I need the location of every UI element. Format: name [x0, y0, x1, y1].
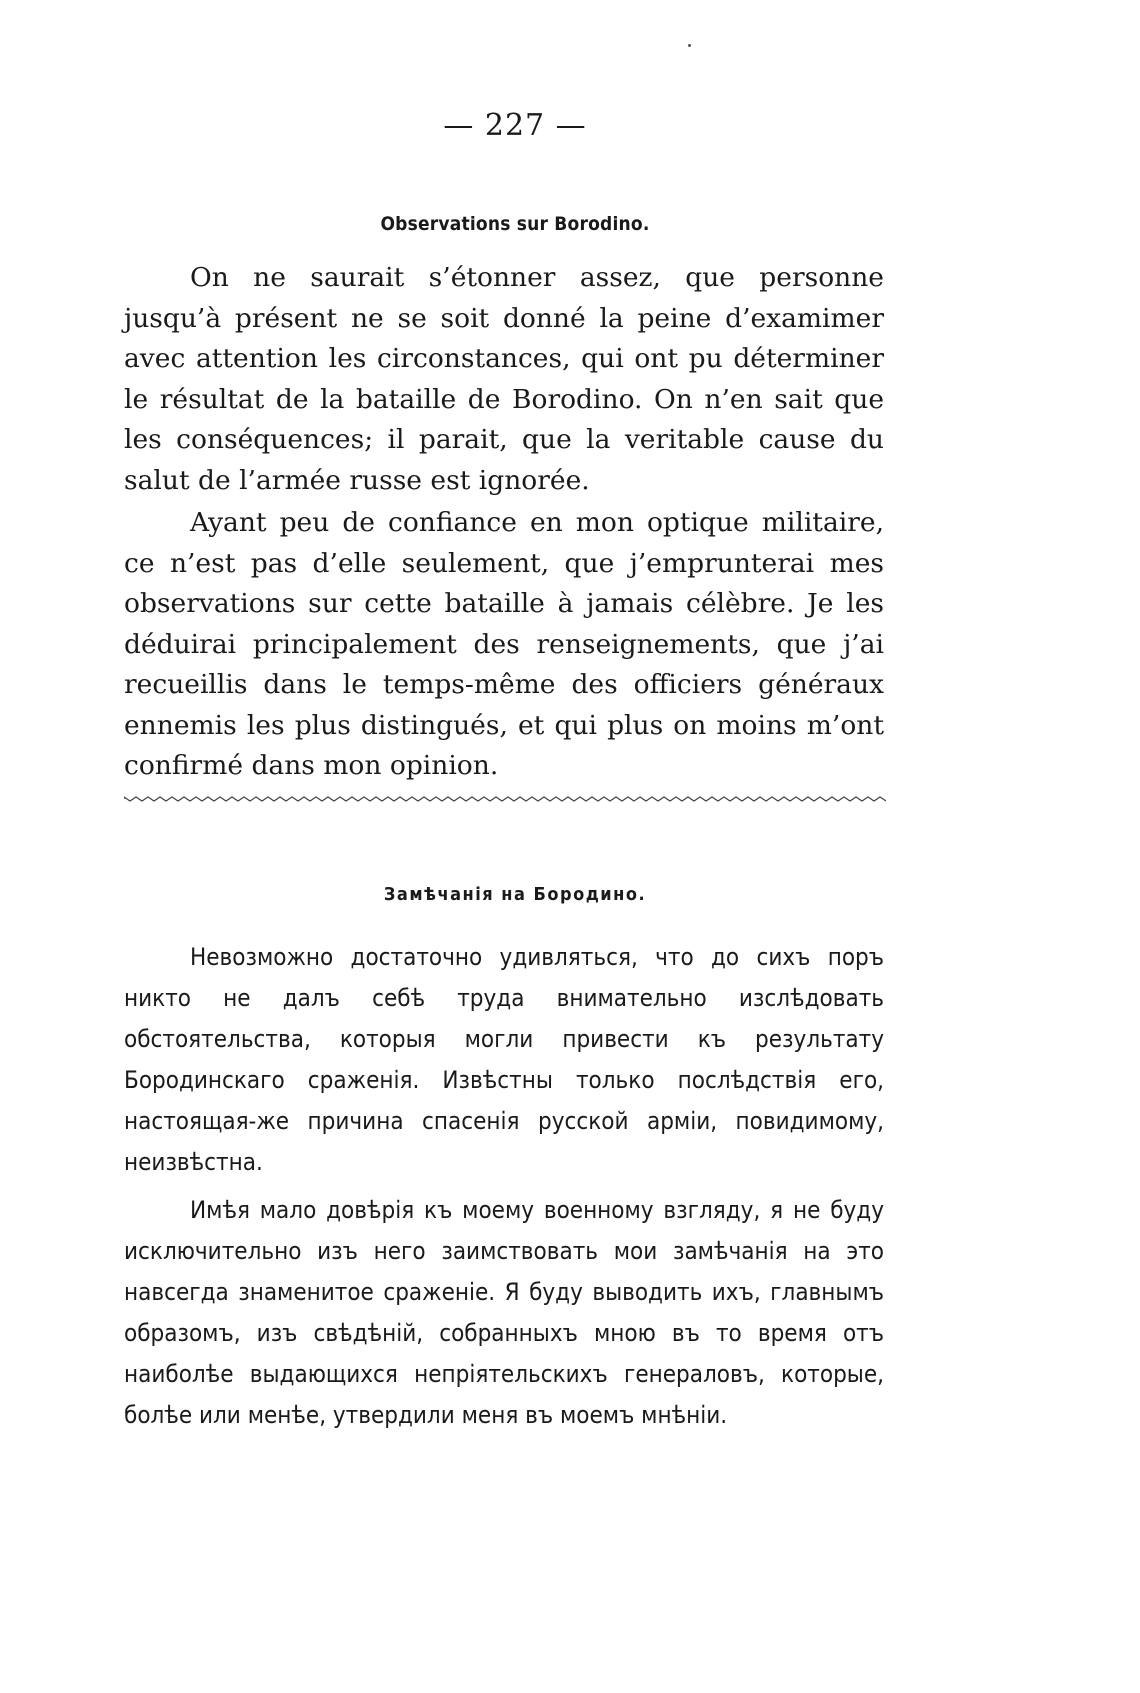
french-paragraph-1: On ne saurait s’étonner assez, que personne jusqu’à présent ne se soit donné la peine d’examimer avec attention les circonstances, qui ont pu déterminer le résultat de la bataille de Borodino. On n’en sait que les conséquences; il parait, que la veritable cause du salut de l’armée russe est ignorée.	[124, 262, 884, 496]
russian-paragraph-2: Имѣя мало довѣрія къ моему военному взгляду, я не буду исключительно изъ него заимствовать мои замѣчанія на это навсегда знаменитое сраженіе. Я буду выводить ихъ, главнымъ образомъ, изъ свѣдѣній, собранныхъ мною въ то время отъ наиболѣе выдающихся непріятельскихъ генераловъ, которые, болѣе или менѣе, утвердили меня въ моемъ мнѣніи.	[124, 1196, 884, 1429]
page-number: — 227 —	[443, 108, 587, 143]
french-section-title: Observations sur Borodino.	[380, 213, 650, 235]
french-paragraph-2: Ayant peu de confiance en mon optique militaire, ce n’est pas d’elle seulement, que j’emprunterai mes observations sur cette bataille à jamais célèbre. Je les déduirai principalement des renseignements, que j’ai recueillis dans le temps-même des officiers généraux ennemis les plus distingués, et qui plus on moins m’ont confirmé dans mon opinion.	[124, 507, 884, 781]
wavy-divider	[124, 794, 886, 804]
print-speck	[688, 44, 691, 47]
french-text-block	[124, 258, 884, 787]
russian-paragraph-1: Невозможно достаточно удивляться, что до сихъ поръ никто не далъ себѣ труда внимательно изслѣдовать обстоятельства, которыя могли привести къ результату Бородинскаго сраженія. Извѣстны только послѣдствія его, настоящая-же причина спасенія русской арміи, повидимому, неизвѣстна.	[124, 943, 884, 1176]
russian-section-title: Замѣчанія на Бородино.	[383, 884, 647, 905]
russian-text-block	[124, 937, 884, 1436]
